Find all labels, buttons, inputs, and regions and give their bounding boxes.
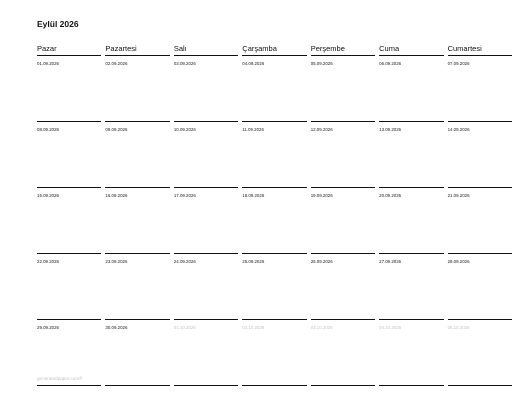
day-cell [174,122,238,188]
date-label: 24.09.2026 [173,259,196,264]
date-label: 02.09.2026 [105,61,128,66]
date-label-other-month: 01.10.2026 [173,325,196,330]
day-cell [379,254,443,320]
day-cell [174,320,238,386]
week-row-4 [37,254,512,320]
day-cell [37,188,101,254]
weekday-monday: Pazartesi [105,43,169,56]
day-cell [448,320,512,386]
day-cell [105,122,169,188]
day-cell [105,56,169,122]
date-label: 27.09.2026 [379,259,402,264]
weekday-thursday: Perşembe [311,43,375,56]
day-cell [174,254,238,320]
date-label: 13.09.2026 [379,127,402,132]
day-cell [105,320,169,386]
date-label: 05.09.2026 [310,61,333,66]
date-label: 28.09.2026 [447,259,470,264]
weekday-friday: Cuma [379,43,443,56]
date-label: 12.09.2026 [310,127,333,132]
day-cell [311,56,375,122]
day-cell [37,56,101,122]
date-label: 07.09.2026 [447,61,470,66]
date-label: 22.09.2026 [37,259,59,264]
date-label-other-month: 02.10.2026 [242,325,265,330]
weekday-wednesday: Çarşamba [242,43,306,56]
day-cell [105,254,169,320]
date-label: 06.09.2026 [379,61,402,66]
date-label: 14.09.2026 [447,127,470,132]
date-label: 08.09.2026 [37,127,59,132]
week-row-2 [37,122,512,188]
day-cell [448,56,512,122]
day-cell [105,188,169,254]
footer-credit: generatedpaper.com® [37,376,83,381]
weekday-sunday: Pazar [37,43,101,56]
date-label: 01.09.2026 [37,61,59,66]
weekday-tuesday: Salı [174,43,238,56]
day-cell [242,254,306,320]
day-cell [242,122,306,188]
day-cell [311,320,375,386]
day-cell [379,56,443,122]
day-cell [448,254,512,320]
date-label: 25.09.2026 [242,259,265,264]
day-cell [174,188,238,254]
date-label-other-month: 03.10.2026 [310,325,333,330]
day-cell [311,122,375,188]
day-cell [448,188,512,254]
date-label: 04.09.2026 [242,61,265,66]
date-label: 20.09.2026 [379,193,402,198]
week-row-5 [37,320,512,386]
day-cell [379,188,443,254]
date-label: 16.09.2026 [105,193,128,198]
date-label: 15.09.2026 [37,193,59,198]
day-cell [37,122,101,188]
day-cell [242,320,306,386]
date-label: 21.09.2026 [447,193,470,198]
day-cell [311,188,375,254]
day-cell [448,122,512,188]
date-label: 03.09.2026 [173,61,196,66]
day-cell [242,56,306,122]
week-row-3 [37,188,512,254]
day-cell [379,122,443,188]
date-label: 11.09.2026 [242,127,264,132]
date-label: 17.09.2026 [173,193,196,198]
date-label-other-month: 04.10.2026 [379,325,402,330]
date-label: 29.09.2026 [37,325,59,330]
date-label: 30.09.2026 [105,325,128,330]
date-label-other-month: 05.10.2026 [447,325,470,330]
date-label: 23.09.2026 [105,259,128,264]
weekday-header [37,43,512,56]
date-label: 09.09.2026 [105,127,128,132]
day-cell [37,254,101,320]
week-row-1 [37,56,512,122]
page-title: Eylül 2026 [37,19,79,29]
date-label: 10.09.2026 [173,127,196,132]
day-cell [174,56,238,122]
day-cell [311,254,375,320]
day-cell [379,320,443,386]
weekday-saturday: Cumartesi [448,43,512,56]
date-label: 18.09.2026 [242,193,265,198]
calendar-page [37,18,512,386]
date-label: 26.09.2026 [310,259,333,264]
day-cell [242,188,306,254]
date-label: 19.09.2026 [310,193,333,198]
